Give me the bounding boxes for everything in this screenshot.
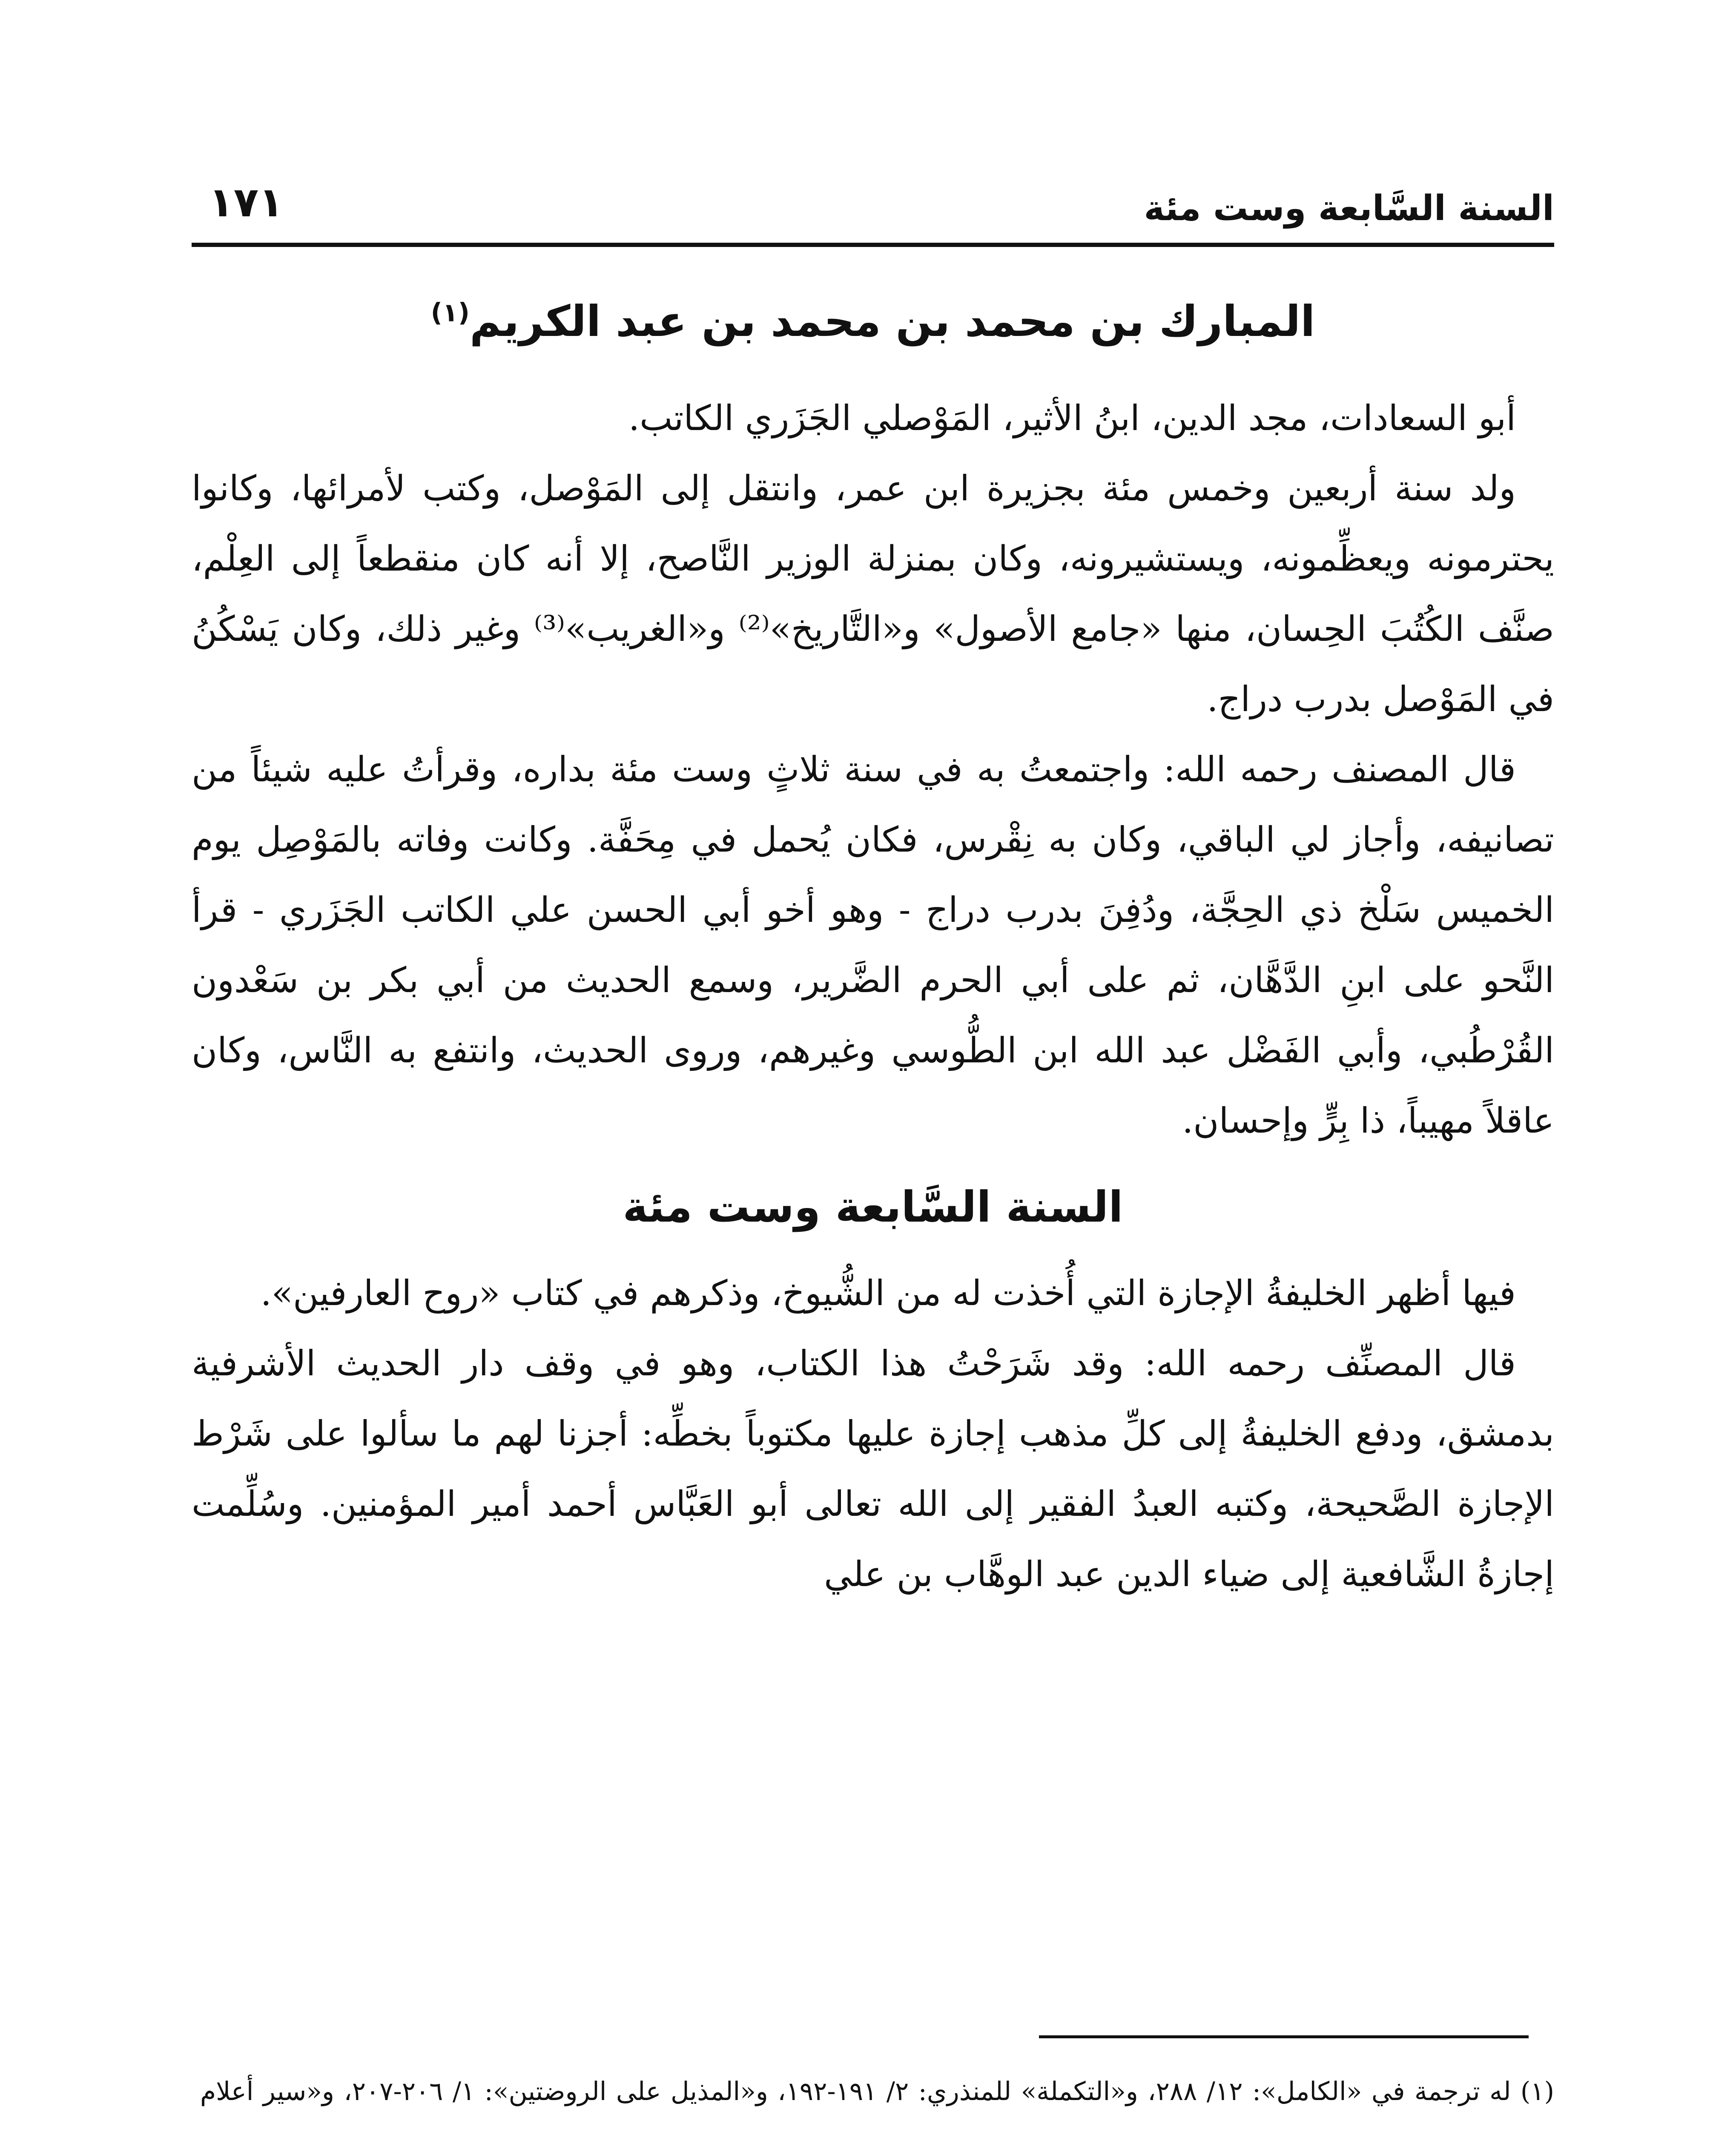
footnote-1: (١) له ترجمة في «الكامل»: ١٢/ ٢٨٨، و«التكملة» للمنذري: ٢/ ١٩١-١٩٢، و«المذيل على الروضتين»: ١/ ٢٠٦-٢٠٧، و«سير أعلام	[200, 2077, 1554, 2106]
entry-heading-footnote-marker: (١)	[430, 298, 470, 328]
main-text	[192, 273, 1554, 1610]
entry-paragraph-3: قال المصنف رحمه الله: واجتمعتُ به في سنة ثلاثٍ وست مئة بداره، وقرأتُ عليه شيئاً من تصانيفه، وأجاز لي الباقي، وكان به نِقْرس، فكان يُحمل في مِحَفَّة. وكانت وفاته بالمَوْصِل يوم الخميس سَلْخ ذي الحِجَّة، ودُفِنَ بدرب دراج - وهو أخو أبي الحسن علي الكاتب الجَزَري - قرأ النَّحو على ابنِ الدَّهَّان، ثم على أبي الحرم الضَّرير، وسمع الحديث من أبي بكر بن سَعْدون القُرْطُبي، وأبي الفَضْل عبد الله ابن الطُّوسي وغيرهم، وروى الحديث، وانتفع به النَّاس، وكان عاقلاً مهيباً، ذا بِرٍّ وإحسان.	[192, 749, 1554, 1141]
page-number: ١٧١	[209, 178, 284, 226]
header-rule	[192, 243, 1554, 247]
entry-paragraph-2: ولد سنة أربعين وخمس مئة بجزيرة ابن عمر، وانتقل إلى المَوْصل، وكتب لأمرائها، وكانوا يحترمونه ويعظِّمونه، ويستشيرونه، وكان بمنزلة الوزير النَّاصح، إلا أنه كان منقطعاً إلى العِلْم، صنَّف الكُتُبَ الحِسان، منها «جامع الأصول» و«التَّاريخ»⁽²⁾ و«الغريب»⁽³⁾ وغير ذلك، وكان يَسْكُنُ في المَوْصل بدرب دراج.	[192, 468, 1555, 720]
entry-heading-text: المبارك بن محمد بن محمد بن عبد الكريم	[470, 296, 1315, 346]
footnotes	[200, 2065, 1554, 2129]
entry-heading	[192, 290, 1554, 353]
running-title: السنة السَّابعة وست مئة	[1144, 188, 1554, 229]
section-paragraph-2: قال المصنِّف رحمه الله: وقد شَرَحْتُ هذا الكتاب، وهو في وقف دار الحديث الأشرفية بدمشق، ودفع الخليفةُ إلى كلِّ مذهب إجازة عليها مكتوباً بخطِّه: أجزنا لهم ما سألوا على شَرْط الإجازة الصَّحيحة، وكتبه العبدُ الفقير إلى الله تعالى أبو العَبَّاس أحمد أمير المؤمنين. وسُلِّمت إجازةُ الشَّافعية إلى ضياء الدين عبد الوهَّاب بن علي	[192, 1343, 1554, 1595]
section-heading: السنة السَّابعة وست مئة	[623, 1182, 1123, 1232]
section-paragraph-1: فيها أظهر الخليفةُ الإجازة التي أُخذت له من الشُّيوخ، وذكرهم في كتاب «روح العارفين».	[260, 1273, 1516, 1314]
entry-paragraph-1: أبو السعادات، مجد الدين، ابنُ الأثير، المَوْصلي الجَزَري الكاتب.	[628, 398, 1516, 439]
running-header	[192, 179, 1554, 238]
footnote-rule	[1039, 2035, 1529, 2038]
